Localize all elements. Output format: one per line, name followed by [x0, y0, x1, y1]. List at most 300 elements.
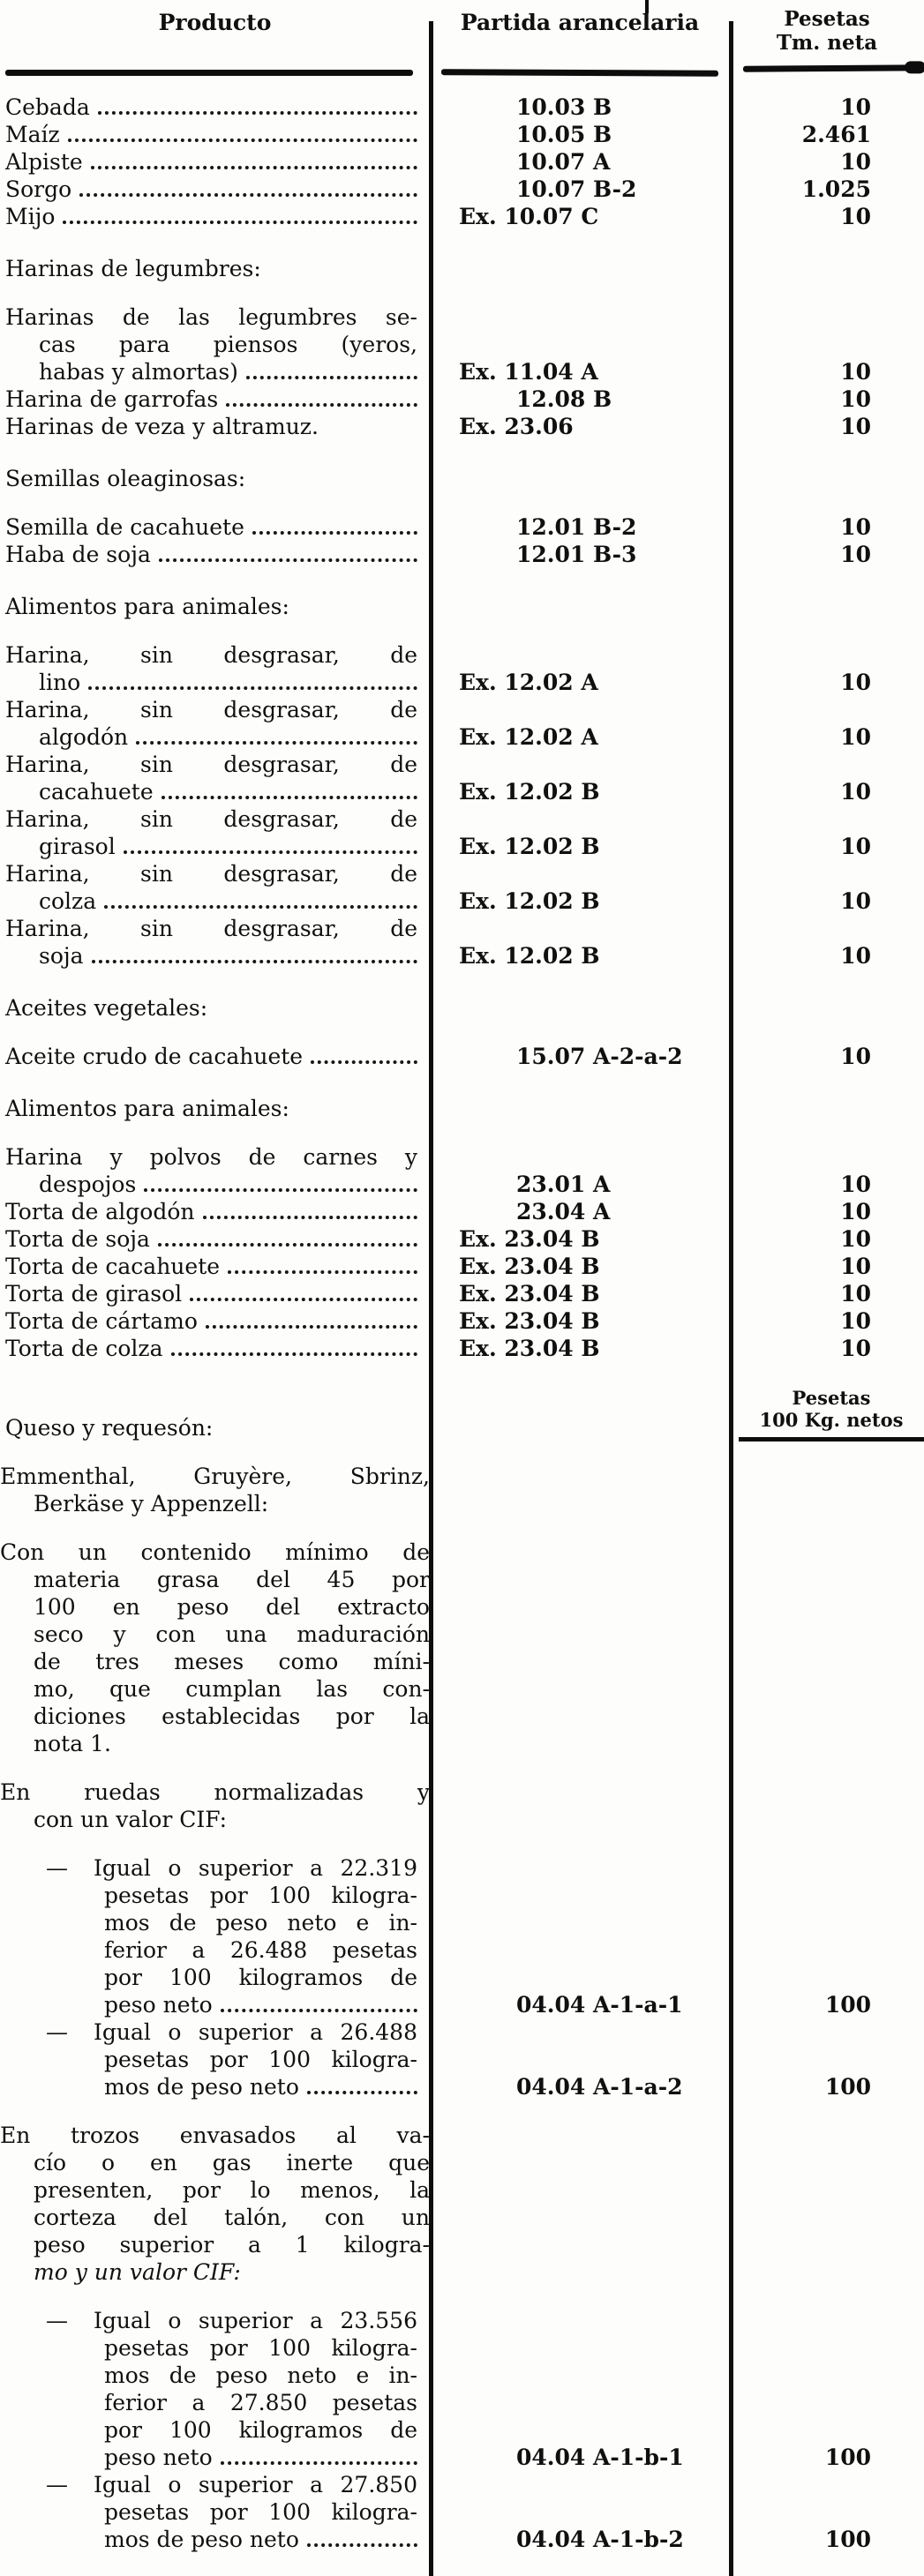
product-line: [5, 1280, 417, 1307]
pesetas-value: 10: [840, 94, 871, 120]
row-group: [0, 94, 924, 230]
pesetas-value: 10: [840, 724, 871, 750]
row-group: [0, 641, 924, 970]
product-line: [5, 696, 417, 723]
section-heading: Aceites vegetales:: [5, 995, 208, 1021]
product-line: [5, 2416, 417, 2444]
tariff-code: Ex. 23.04 B: [459, 1308, 600, 1334]
table-row: [0, 2307, 924, 2471]
product-cell: [0, 176, 430, 203]
product-text: Igual o superior a 27.850: [94, 2472, 417, 2497]
product-cell: [0, 641, 430, 696]
table-row: [0, 915, 924, 970]
pesetas-value: 10: [840, 149, 871, 175]
product-cell: [0, 1854, 430, 2018]
dot-leader: [91, 166, 417, 169]
product-text: presenten, por lo menos, la: [34, 2177, 430, 2203]
product-line: [5, 1143, 417, 1171]
product-text: Harina, sin desgrasar, de: [5, 752, 417, 777]
dot-leader: [159, 558, 417, 562]
product-cell: [0, 1043, 430, 1070]
product-text: Harina, sin desgrasar, de: [5, 697, 417, 723]
dot-leader: [252, 531, 417, 535]
pesetas-subheader-line2: 100 Kg. netos: [759, 1409, 904, 1431]
column-header-pesetas: [730, 7, 924, 55]
tariff-code: 10.07 B-2: [516, 176, 637, 202]
tariff-code: Ex. 10.07 C: [459, 204, 599, 229]
tariff-code: 10.05 B: [516, 122, 612, 147]
pesetas-value: 10: [840, 834, 871, 859]
product-line: [0, 2231, 430, 2258]
product-line: [5, 121, 417, 148]
dot-leader: [162, 796, 417, 799]
product-cell: [0, 386, 430, 413]
pesetas-value: 100: [824, 2527, 871, 2552]
dot-leader: [190, 1298, 417, 1301]
product-text: Torta de cacahuete: [5, 1254, 221, 1279]
product-text: pesetas por 100 kilogra-: [104, 2047, 417, 2072]
product-line: [5, 778, 417, 805]
product-line: [5, 2444, 417, 2471]
tariff-code: 12.01 B-3: [516, 542, 637, 567]
product-cell: [0, 1335, 430, 1362]
product-line: [5, 1882, 417, 1909]
product-line: [5, 2498, 417, 2526]
tariff-code: 12.01 B-2: [516, 514, 637, 540]
dot-leader: [221, 2461, 417, 2465]
dot-leader: [144, 1188, 417, 1192]
product-line: [5, 2073, 417, 2100]
pesetas-value: 10: [840, 1226, 871, 1252]
pesetas-value: 10: [840, 1336, 871, 1361]
product-line: [0, 1675, 430, 1703]
product-text: Harina, sin desgrasar, de: [5, 806, 417, 832]
table-row: [0, 1335, 924, 1362]
pesetas-value: 10: [840, 1172, 871, 1197]
product-line: [5, 513, 417, 541]
product-text: mo y un valor CIF:: [34, 2259, 241, 2285]
product-text: peso neto: [104, 2445, 213, 2470]
product-text: pesetas por 100 kilogra-: [104, 1883, 417, 1908]
dot-leader: [228, 1270, 417, 1274]
product-line: [5, 669, 417, 696]
product-text: por 100 kilogramos de: [104, 1965, 417, 1990]
product-line: [0, 2176, 430, 2204]
product-text: colza: [39, 888, 97, 914]
product-line: [5, 887, 417, 915]
dot-leader: [307, 2543, 417, 2547]
product-line: [0, 1593, 430, 1621]
dot-leader: [124, 850, 417, 854]
table-row: [0, 1253, 924, 1280]
product-text: Harina, sin desgrasar, de: [5, 642, 417, 668]
product-text: nota 1.: [34, 1731, 111, 1756]
product-line: [5, 203, 417, 230]
header-rule-tariff: [441, 69, 718, 77]
product-line: [5, 1225, 417, 1253]
table-row: [0, 1280, 924, 1307]
product-line: [0, 2122, 430, 2149]
table-row: [0, 1854, 924, 2018]
product-line: [5, 860, 417, 887]
product-text: cas para piensos (yeros,: [39, 332, 417, 357]
section-heading-block: [0, 1095, 924, 1122]
product-cell: [0, 1253, 430, 1280]
product-line: [5, 413, 417, 440]
tariff-code: Ex. 12.02 B: [459, 888, 600, 914]
product-line: [0, 2258, 430, 2286]
dot-leader: [226, 403, 417, 407]
product-line: [5, 1198, 417, 1225]
pesetas-value: 100: [824, 1992, 871, 2018]
product-cell: [0, 1143, 430, 1198]
tariff-code: 23.01 A: [516, 1172, 611, 1197]
product-text: Torta de girasol: [5, 1281, 183, 1307]
dot-leader: [68, 139, 417, 142]
tariff-code: 23.04 A: [516, 1199, 611, 1224]
dot-leader: [203, 1216, 418, 1219]
pesetas-subheader-line1: Pesetas: [792, 1387, 871, 1409]
pesetas-value: 10: [840, 204, 871, 229]
product-line: [5, 2471, 417, 2498]
table-body: [0, 94, 924, 2553]
pesetas-value: 100: [824, 2074, 871, 2100]
dot-leader: [63, 221, 417, 224]
product-text: con un valor CIF:: [34, 1807, 228, 1832]
product-text: pesetas por 100 kilogra-: [104, 2335, 417, 2361]
section-heading-block: [0, 1387, 924, 1442]
table-row: [0, 121, 924, 148]
product-line: [5, 303, 417, 331]
note-paragraph: [0, 2122, 430, 2286]
product-text: Emmenthal, Gruyère, Sbrinz,: [0, 1464, 430, 1489]
product-cell: [0, 2018, 430, 2100]
dot-leader: [79, 193, 417, 197]
product-line: [0, 1621, 430, 1648]
pesetas-value: 10: [840, 386, 871, 412]
product-line: [0, 1806, 430, 1833]
product-text: corteza del talón, con un: [34, 2205, 430, 2230]
product-line: [5, 942, 417, 970]
product-text: pesetas por 100 kilogra-: [104, 2499, 417, 2525]
table-row: [0, 1043, 924, 1070]
tariff-code: 10.03 B: [516, 94, 612, 120]
dot-leader: [92, 960, 417, 963]
row-group: [0, 1043, 924, 1070]
product-line: [5, 541, 417, 568]
row-group: [0, 303, 924, 440]
tariff-code: 04.04 A-1-b-1: [516, 2445, 684, 2470]
product-text: Alpiste: [5, 149, 83, 175]
section-heading: Harinas de legumbres:: [5, 256, 261, 281]
pesetas-value: 1.025: [801, 176, 871, 202]
table-header: [0, 0, 924, 92]
product-line: [5, 1991, 417, 2018]
pesetas-value: 10: [840, 1308, 871, 1334]
dot-leader: [158, 1243, 417, 1247]
pesetas-value: 10: [840, 514, 871, 540]
section-heading: Alimentos para animales:: [5, 594, 289, 619]
product-line: [5, 1043, 417, 1070]
dot-leader: [98, 111, 417, 115]
product-text: cío o en gas inerte que: [34, 2150, 430, 2175]
tariff-code: Ex. 12.02 B: [459, 779, 600, 805]
section-heading-block: [0, 255, 924, 282]
product-cell: [0, 513, 430, 541]
column-header-pesetas-line1: Pesetas: [784, 7, 870, 31]
product-text: Berkäse y Appenzell:: [34, 1491, 269, 1516]
header-rule-product: [5, 70, 413, 76]
product-text: ferior a 26.488 pesetas: [104, 1937, 417, 1963]
product-cell: [0, 1225, 430, 1253]
section-heading-block: [0, 465, 924, 492]
tariff-code: 04.04 A-1-a-2: [516, 2074, 683, 2100]
pesetas-value: 10: [840, 888, 871, 914]
product-line: [5, 641, 417, 669]
tariff-code: Ex. 23.04 B: [459, 1254, 600, 1279]
product-text: En trozos envasados al va-: [0, 2123, 430, 2148]
note-paragraph: [0, 1463, 430, 1517]
product-text: Harina y polvos de carnes y: [5, 1144, 417, 1170]
product-line: [5, 148, 417, 176]
tariff-code: 10.07 A: [516, 149, 611, 175]
table-row: [0, 751, 924, 805]
section-heading: Alimentos para animales:: [5, 1096, 289, 1121]
product-line: [5, 358, 417, 386]
note-paragraph: [0, 1539, 430, 1757]
product-text: 100 en peso del extracto: [34, 1594, 430, 1620]
table-row: [0, 176, 924, 203]
product-line: [0, 1648, 430, 1675]
product-line: [5, 833, 417, 860]
product-text: Igual o superior a 23.556: [94, 2308, 417, 2333]
table-row: [0, 413, 924, 440]
product-cell: [0, 915, 430, 970]
product-line: [5, 2362, 417, 2389]
product-cell: [0, 121, 430, 148]
product-text: Maíz: [5, 122, 60, 147]
product-text: mos de peso neto e in-: [104, 1910, 417, 1936]
product-cell: [0, 1280, 430, 1307]
pesetas-value: 10: [840, 542, 871, 567]
product-line: [5, 1253, 417, 1280]
pesetas-value: 10: [840, 359, 871, 385]
product-text: peso superior a 1 kilogra-: [34, 2232, 430, 2258]
pesetas-value: 10: [840, 1044, 871, 1069]
pesetas-value: 10: [840, 943, 871, 969]
product-line: [5, 723, 417, 751]
product-text: lino: [39, 670, 81, 695]
tariff-code: 04.04 A-1-b-2: [516, 2527, 684, 2552]
product-line: [5, 2334, 417, 2362]
product-cell: [0, 1307, 430, 1335]
product-line: [0, 2149, 430, 2176]
product-line: [5, 2018, 417, 2046]
tariff-code: Ex. 23.04 B: [459, 1281, 600, 1307]
product-text: Harina de garrofas: [5, 386, 219, 412]
product-line: [5, 1171, 417, 1198]
product-cell: [0, 413, 430, 440]
table-row: [0, 2471, 924, 2553]
product-line: [0, 1566, 430, 1593]
tariff-code: Ex. 12.02 A: [459, 670, 598, 695]
dash-marker: —: [46, 2019, 68, 2045]
pesetas-value: 10: [840, 414, 871, 439]
product-cell: [0, 805, 430, 860]
product-line: [5, 751, 417, 778]
product-line: [0, 1463, 430, 1490]
dash-marker: —: [46, 1855, 68, 1881]
row-group: [0, 1143, 924, 1362]
section-heading: Semillas oleaginosas:: [5, 466, 246, 491]
product-text: por 100 kilogramos de: [104, 2417, 417, 2443]
section-heading-block: [0, 593, 924, 620]
tariff-code: Ex. 23.06: [459, 414, 574, 439]
row-group: [0, 2307, 924, 2553]
table-row: [0, 148, 924, 176]
table-row: [0, 1143, 924, 1198]
table-row: [0, 860, 924, 915]
product-text: En ruedas normalizadas y: [0, 1779, 430, 1805]
product-cell: [0, 541, 430, 568]
product-text: Cebada: [5, 94, 90, 120]
tariff-code: 15.07 A-2-a-2: [516, 1044, 683, 1069]
table-row: [0, 1198, 924, 1225]
pesetas-value: 10: [840, 779, 871, 805]
pesetas-value: 10: [840, 1281, 871, 1307]
product-text: Igual o superior a 22.319: [94, 1855, 417, 1881]
tariff-code: Ex. 12.02 A: [459, 724, 598, 750]
note-paragraph: [0, 1778, 430, 1833]
pesetas-value: 100: [824, 2445, 871, 2470]
product-text: mo, que cumplan las con-: [34, 1676, 430, 1702]
row-group: [0, 1854, 924, 2100]
table-row: [0, 805, 924, 860]
product-text: Torta de colza: [5, 1336, 163, 1361]
pesetas-value: 10: [840, 670, 871, 695]
product-text: Harina, sin desgrasar, de: [5, 861, 417, 887]
product-text: de tres meses como míni-: [34, 1649, 430, 1674]
product-text: Semilla de cacahuete: [5, 514, 244, 540]
product-text: diciones establecidas por la: [34, 1704, 430, 1729]
dot-leader: [171, 1352, 417, 1356]
product-text: ferior a 27.850 pesetas: [104, 2390, 417, 2415]
product-text: mos de peso neto e in-: [104, 2363, 417, 2388]
product-text: Sorgo: [5, 176, 72, 202]
product-text: Igual o superior a 26.488: [94, 2019, 417, 2045]
product-cell: [0, 94, 430, 121]
product-cell: [0, 2471, 430, 2553]
product-text: Con un contenido mínimo de: [0, 1539, 430, 1565]
product-line: [5, 331, 417, 358]
product-line: [5, 2046, 417, 2073]
table-row: [0, 386, 924, 413]
product-text: algodón: [39, 724, 129, 750]
product-line: [0, 2204, 430, 2231]
product-cell: [0, 1198, 430, 1225]
product-line: [5, 1909, 417, 1936]
table-row: [0, 303, 924, 386]
tariff-code: Ex. 11.04 A: [459, 359, 598, 385]
tariff-code: Ex. 23.04 B: [459, 1226, 600, 1252]
product-line: [5, 2307, 417, 2334]
column-header-pesetas-line2: Tm. neta: [776, 31, 878, 55]
tariff-code: Ex. 12.02 B: [459, 943, 600, 969]
table-row: [0, 1225, 924, 1253]
product-text: peso neto: [104, 1992, 213, 2018]
table-row: [0, 2018, 924, 2100]
product-line: [0, 1539, 430, 1566]
product-text: soja: [39, 943, 84, 969]
product-line: [5, 176, 417, 203]
product-line: [5, 94, 417, 121]
table-row: [0, 696, 924, 751]
section-heading-block: [0, 994, 924, 1022]
table-row: [0, 1307, 924, 1335]
product-line: [0, 1703, 430, 1730]
product-text: mos de peso neto: [104, 2527, 299, 2552]
product-text: Haba de soja: [5, 542, 151, 567]
dot-leader: [311, 1060, 417, 1064]
product-text: Harina, sin desgrasar, de: [5, 916, 417, 941]
product-cell: [0, 203, 430, 230]
product-cell: [0, 303, 430, 386]
dot-leader: [221, 2009, 417, 2012]
column-header-tariff: Partida arancelaria: [460, 10, 700, 35]
pesetas-subheader: [739, 1387, 924, 1442]
product-text: Aceite crudo de cacahuete: [5, 1044, 304, 1069]
product-line: [5, 1854, 417, 1882]
product-line: [5, 1964, 417, 1991]
product-text: Torta de cártamo: [5, 1308, 198, 1334]
product-line: [5, 1335, 417, 1362]
product-cell: [0, 860, 430, 915]
product-cell: [0, 696, 430, 751]
product-line: [5, 2389, 417, 2416]
table-row: [0, 203, 924, 230]
product-text: Mijo: [5, 204, 56, 229]
product-text: seco y con una maduración: [34, 1621, 430, 1647]
tariff-code: Ex. 23.04 B: [459, 1336, 600, 1361]
product-text: cacahuete: [39, 779, 154, 805]
tariff-code: 12.08 B: [516, 386, 612, 412]
dot-leader: [88, 686, 417, 690]
product-line: [5, 915, 417, 942]
header-rule-pesetas: [743, 64, 924, 71]
tariff-code: 04.04 A-1-a-1: [516, 1992, 683, 2018]
product-text: materia grasa del 45 por: [34, 1567, 430, 1592]
product-text: mos de peso neto: [104, 2074, 299, 2100]
product-text: Harinas de veza y altramuz.: [5, 414, 319, 439]
product-line: [0, 1778, 430, 1806]
section-heading: Queso y requesón:: [5, 1415, 214, 1441]
product-text: Torta de algodón: [5, 1199, 195, 1224]
table-row: [0, 513, 924, 541]
row-group: [0, 513, 924, 568]
dot-leader: [136, 741, 417, 745]
product-line: [5, 1936, 417, 1964]
column-header-product: Producto: [158, 10, 272, 35]
product-text: Harinas de las legumbres se-: [5, 304, 417, 330]
table-row: [0, 641, 924, 696]
product-line: [5, 386, 417, 413]
product-text: habas y almortas): [39, 359, 238, 385]
table-row: [0, 541, 924, 568]
dash-marker: —: [46, 2308, 68, 2333]
product-line: [5, 2526, 417, 2553]
pesetas-value: 10: [840, 1199, 871, 1224]
product-line: [0, 1490, 430, 1517]
